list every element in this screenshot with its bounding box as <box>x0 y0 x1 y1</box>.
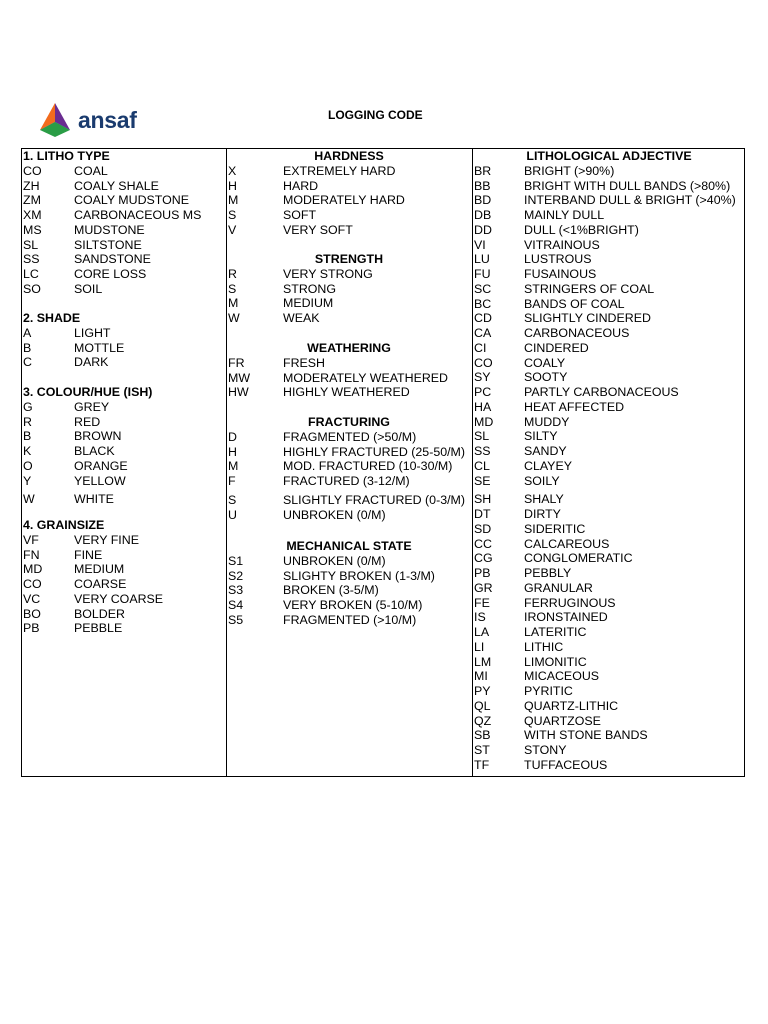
code-description: CARBONACEOUS MS <box>74 208 202 222</box>
code-abbrev: BC <box>474 296 492 311</box>
code-abbrev: ZM <box>23 193 41 208</box>
code-abbrev: R <box>228 266 237 281</box>
code-description: EXTREMELY HARD <box>283 163 396 178</box>
code-abbrev: LM <box>474 654 492 669</box>
code-abbrev: S3 <box>228 583 244 598</box>
code-description: ORANGE <box>74 458 128 473</box>
code-description: BANDS OF COAL <box>524 296 625 311</box>
code-row <box>474 193 744 208</box>
code-row <box>228 356 472 371</box>
code-abbrev: S2 <box>228 568 244 583</box>
code-abbrev: CA <box>474 326 492 340</box>
code-row <box>23 326 223 341</box>
code-description: BRIGHT WITH DULL BANDS (>80%) <box>524 178 731 193</box>
code-row <box>474 282 744 297</box>
code-description: COALY MUDSTONE <box>74 193 189 208</box>
code-description: FRESH <box>283 355 325 370</box>
section-heading: HARDNESS <box>314 149 384 163</box>
code-row <box>474 625 744 640</box>
code-abbrev: HA <box>474 399 492 414</box>
code-row <box>228 569 472 584</box>
section-heading: LITHOLOGICAL ADJECTIVE <box>526 149 692 163</box>
code-description: FERRUGINOUS <box>524 595 616 610</box>
code-abbrev: VF <box>23 532 39 547</box>
code-row <box>23 429 223 444</box>
code-row <box>474 429 744 444</box>
section-heading: MECHANICAL STATE <box>286 539 412 553</box>
code-description: HIGHLY WEATHERED <box>283 385 410 400</box>
code-row <box>228 208 472 223</box>
code-description: CALCAREOUS <box>524 536 610 551</box>
code-row <box>474 179 744 194</box>
code-description: COARSE <box>74 577 127 591</box>
code-abbrev: SH <box>474 492 492 507</box>
code-description: PYRITIC <box>524 684 573 698</box>
code-abbrev: QL <box>474 698 491 713</box>
code-abbrev: ST <box>474 743 490 757</box>
code-description: SANDY <box>524 444 567 458</box>
code-row <box>474 684 744 699</box>
code-abbrev: V <box>228 222 237 237</box>
code-description: FINE <box>74 547 103 562</box>
code-row <box>474 669 744 684</box>
code-abbrev: SS <box>474 444 491 458</box>
code-row <box>474 385 744 400</box>
code-abbrev: BO <box>23 606 41 621</box>
code-description: LIGHT <box>74 325 111 340</box>
code-abbrev: PB <box>23 621 40 636</box>
code-description: LITHIC <box>524 639 564 654</box>
code-description: PEBBLY <box>524 566 572 580</box>
code-row <box>228 179 472 194</box>
code-abbrev: S5 <box>228 612 244 627</box>
code-description: CARBONACEOUS <box>524 326 630 340</box>
code-row <box>228 282 472 297</box>
code-abbrev: CO <box>23 163 42 178</box>
code-abbrev: DB <box>474 208 492 222</box>
code-abbrev: VC <box>23 591 41 606</box>
code-abbrev: CI <box>474 340 487 355</box>
code-row <box>228 311 472 326</box>
code-description: LIMONITIC <box>524 654 587 669</box>
code-row <box>23 267 223 282</box>
code-description: PARTLY CARBONACEOUS <box>524 385 679 399</box>
code-abbrev: H <box>228 444 237 459</box>
code-description: HIGHLY FRACTURED (25-50/M) <box>283 444 465 459</box>
code-abbrev: BB <box>474 178 491 193</box>
code-description: MODERATELY HARD <box>283 193 405 208</box>
code-row <box>23 607 223 622</box>
code-abbrev: GR <box>474 580 493 595</box>
code-abbrev: SD <box>474 521 492 536</box>
code-description: CORE LOSS <box>74 267 147 281</box>
code-abbrev: SO <box>23 281 41 296</box>
code-description: GRANULAR <box>524 580 593 595</box>
code-row <box>228 613 472 628</box>
code-abbrev: PY <box>474 684 491 698</box>
code-row <box>474 326 744 341</box>
code-row <box>23 492 223 507</box>
code-description: COALY SHALE <box>74 178 159 193</box>
code-abbrev: ZH <box>23 178 40 193</box>
code-description: PEBBLE <box>74 621 123 636</box>
code-row <box>474 356 744 371</box>
code-abbrev: W <box>23 492 35 507</box>
code-row <box>23 577 223 592</box>
code-abbrev: CG <box>474 551 493 566</box>
code-abbrev: SB <box>474 728 491 743</box>
code-row <box>474 400 744 415</box>
section-heading: STRENGTH <box>314 252 384 266</box>
code-description: COAL <box>74 163 108 178</box>
code-row <box>23 415 223 430</box>
code-row <box>228 296 472 311</box>
code-description: CONGLOMERATIC <box>524 551 633 566</box>
code-row <box>228 193 472 208</box>
code-abbrev: MD <box>23 562 43 577</box>
logging-code-table <box>21 148 745 777</box>
code-description: SLIGHTLY FRACTURED (0-3/M) <box>283 492 465 507</box>
code-description: SLIGHTY BROKEN (1-3/M) <box>283 568 435 583</box>
code-description: SANDSTONE <box>74 252 151 267</box>
code-description: SOILY <box>524 473 560 488</box>
code-row <box>23 223 223 238</box>
code-abbrev: F <box>228 474 236 488</box>
code-description: SOFT <box>283 208 317 222</box>
code-row <box>474 507 744 522</box>
code-abbrev: SY <box>474 370 491 385</box>
code-row <box>23 562 223 577</box>
code-row <box>228 598 472 613</box>
code-row <box>23 400 223 415</box>
code-row <box>228 385 472 400</box>
code-row <box>474 714 744 729</box>
section-heading: 4. GRAINSIZE <box>23 518 105 532</box>
section-heading: 2. SHADE <box>23 311 81 325</box>
code-description: FUSAINOUS <box>524 267 597 281</box>
code-description: SHALY <box>524 492 564 507</box>
code-description: MOD. FRACTURED (10-30/M) <box>283 459 453 474</box>
code-description: VERY STRONG <box>283 266 373 281</box>
code-row <box>23 164 223 179</box>
code-row <box>474 640 744 655</box>
page-title: LOGGING CODE <box>328 108 423 122</box>
code-description: COALY <box>524 355 566 370</box>
code-row <box>23 444 223 459</box>
code-description: MODERATELY WEATHERED <box>283 370 448 385</box>
code-description: WEAK <box>283 311 320 325</box>
code-description: MOTTLE <box>74 340 125 355</box>
code-description: DARK <box>74 355 109 370</box>
code-abbrev: SS <box>23 252 40 267</box>
code-abbrev: LC <box>23 267 39 281</box>
code-abbrev: BD <box>474 193 492 208</box>
code-abbrev: TF <box>474 757 490 772</box>
code-row <box>23 238 223 253</box>
code-description: IRONSTAINED <box>524 610 608 625</box>
code-row <box>474 267 744 282</box>
code-row <box>474 699 744 714</box>
code-description: FRAGMENTED (>10/M) <box>283 612 417 627</box>
code-description: YELLOW <box>74 473 126 488</box>
code-row <box>474 297 744 312</box>
code-row <box>474 444 744 459</box>
code-row <box>474 537 744 552</box>
code-description: SLIGHTLY CINDERED <box>524 311 651 326</box>
code-row <box>474 758 744 773</box>
code-abbrev: CD <box>474 311 492 326</box>
section-heading: 1. LITHO TYPE <box>23 149 110 163</box>
code-abbrev: D <box>228 429 237 444</box>
code-description: MEDIUM <box>283 296 334 311</box>
code-row <box>228 267 472 282</box>
code-abbrev: FN <box>23 547 40 562</box>
code-abbrev: MW <box>228 370 251 385</box>
code-row <box>474 728 744 743</box>
code-description: BLACK <box>74 444 115 458</box>
code-abbrev: VI <box>474 237 486 252</box>
code-row <box>228 508 472 523</box>
code-abbrev: K <box>23 444 32 458</box>
code-row <box>228 474 472 489</box>
code-description: MICACEOUS <box>524 669 600 684</box>
code-abbrev: CC <box>474 536 492 551</box>
code-description: STONY <box>524 743 567 757</box>
code-description: TUFFACEOUS <box>524 757 608 772</box>
code-abbrev: PC <box>474 385 492 399</box>
code-row <box>474 655 744 670</box>
code-abbrev: FR <box>228 355 245 370</box>
code-row <box>474 596 744 611</box>
code-abbrev: M <box>228 459 239 474</box>
code-row <box>474 743 744 758</box>
code-row <box>23 533 223 548</box>
code-abbrev: CL <box>474 458 490 473</box>
code-description: QUARTZ-LITHIC <box>524 698 619 713</box>
code-description: DULL (<1%BRIGHT) <box>524 222 639 237</box>
code-description: BOLDER <box>74 606 125 621</box>
code-abbrev: MS <box>23 222 42 237</box>
code-abbrev: G <box>23 399 33 414</box>
code-abbrev: PB <box>474 566 491 580</box>
code-description: HARD <box>283 178 319 193</box>
code-description: BROKEN (3-5/M) <box>283 583 379 598</box>
code-abbrev: SL <box>23 237 39 252</box>
code-abbrev: A <box>23 325 32 340</box>
code-abbrev: M <box>228 296 239 311</box>
column-divider <box>226 149 227 776</box>
code-abbrev: SL <box>474 429 490 444</box>
code-row <box>23 208 223 223</box>
code-description: STRINGERS OF COAL <box>524 281 655 296</box>
code-row <box>474 551 744 566</box>
code-row <box>23 282 223 297</box>
code-abbrev: O <box>23 458 33 473</box>
code-abbrev: DD <box>474 222 492 237</box>
code-row <box>228 583 472 598</box>
code-description: LATERITIC <box>524 625 587 639</box>
code-row <box>474 459 744 474</box>
code-description: SILTY <box>524 429 558 444</box>
code-description: BRIGHT (>90%) <box>524 163 615 178</box>
code-description: SOIL <box>74 281 103 296</box>
code-row <box>23 474 223 489</box>
code-description: INTERBAND DULL & BRIGHT (>40%) <box>524 193 736 208</box>
code-description: VERY FINE <box>74 532 139 547</box>
code-description: WHITE <box>74 492 114 507</box>
code-abbrev: H <box>228 178 237 193</box>
code-row <box>228 493 472 508</box>
code-row <box>474 370 744 385</box>
code-row <box>228 430 472 445</box>
code-row <box>474 492 744 507</box>
code-description: SIDERITIC <box>524 521 586 536</box>
code-row <box>23 592 223 607</box>
code-abbrev: FU <box>474 267 491 281</box>
code-abbrev: R <box>23 414 32 429</box>
code-abbrev: IS <box>474 610 486 625</box>
code-row <box>23 193 223 208</box>
code-description: STRONG <box>283 281 337 296</box>
code-abbrev: FE <box>474 595 490 610</box>
code-row <box>23 355 223 370</box>
code-abbrev: CO <box>474 355 493 370</box>
code-abbrev: X <box>228 163 237 178</box>
code-description: HEAT AFFECTED <box>524 399 625 414</box>
code-row <box>228 554 472 569</box>
ansaf-logo-icon <box>36 102 74 138</box>
code-description: QUARTZOSE <box>524 713 601 728</box>
code-row <box>474 415 744 430</box>
code-description: MUDSTONE <box>74 222 145 237</box>
code-abbrev: HW <box>228 385 249 400</box>
code-abbrev: S <box>228 492 237 507</box>
code-row <box>228 459 472 474</box>
code-row <box>23 459 223 474</box>
code-row <box>474 208 744 223</box>
code-abbrev: QZ <box>474 713 492 728</box>
company-logo <box>36 102 137 138</box>
code-abbrev: B <box>23 429 32 444</box>
code-description: BROWN <box>74 429 122 444</box>
code-description: SILTSTONE <box>74 237 142 252</box>
code-abbrev: S1 <box>228 553 244 568</box>
code-description: LUSTROUS <box>524 252 592 267</box>
section-heading: WEATHERING <box>307 341 391 355</box>
code-row <box>474 238 744 253</box>
code-abbrev: BR <box>474 163 492 178</box>
code-row <box>228 445 472 460</box>
code-abbrev: S4 <box>228 598 244 612</box>
code-description: CLAYEY <box>524 458 572 473</box>
code-row <box>474 341 744 356</box>
code-abbrev: LI <box>474 639 485 654</box>
column-divider <box>472 149 473 776</box>
code-row <box>474 223 744 238</box>
code-row <box>23 252 223 267</box>
section-heading: 3. COLOUR/HUE (ISH) <box>23 385 153 399</box>
code-abbrev: LA <box>474 625 490 639</box>
code-abbrev: CO <box>23 577 42 591</box>
code-description: MEDIUM <box>74 562 125 577</box>
code-abbrev: SE <box>474 473 491 488</box>
code-description: VITRAINOUS <box>524 237 600 252</box>
code-abbrev: XM <box>23 208 42 222</box>
code-abbrev: LU <box>474 252 490 267</box>
code-abbrev: S <box>228 208 237 222</box>
code-description: CINDERED <box>524 340 589 355</box>
code-row <box>474 252 744 267</box>
code-description: GREY <box>74 399 110 414</box>
code-abbrev: Y <box>23 473 32 488</box>
code-abbrev: M <box>228 193 239 208</box>
code-row <box>474 581 744 596</box>
code-description: FRAGMENTED (>50/M) <box>283 429 417 444</box>
code-abbrev: MI <box>474 669 488 684</box>
code-description: UNBROKEN (0/M) <box>283 553 386 568</box>
code-abbrev: U <box>228 507 237 522</box>
code-description: UNBROKEN (0/M) <box>283 507 386 522</box>
code-row <box>23 341 223 356</box>
code-description: MAINLY DULL <box>524 208 605 222</box>
code-description: DIRTY <box>524 507 561 521</box>
code-row <box>23 179 223 194</box>
code-row <box>23 621 223 636</box>
code-abbrev: SC <box>474 281 492 296</box>
code-abbrev: C <box>23 355 32 370</box>
code-description: VERY SOFT <box>283 222 353 237</box>
code-row <box>474 610 744 625</box>
code-row <box>474 164 744 179</box>
code-abbrev: DT <box>474 507 491 521</box>
code-row <box>474 566 744 581</box>
code-row <box>23 548 223 563</box>
code-description: MUDDY <box>524 414 570 429</box>
code-row <box>474 311 744 326</box>
code-abbrev: MD <box>474 414 494 429</box>
code-description: SOOTY <box>524 370 568 385</box>
code-row <box>228 371 472 386</box>
code-description: VERY COARSE <box>74 591 164 606</box>
code-row <box>474 522 744 537</box>
code-row <box>228 164 472 179</box>
code-row <box>228 223 472 238</box>
code-row <box>474 474 744 489</box>
code-description: RED <box>74 414 101 429</box>
code-abbrev: S <box>228 281 237 296</box>
code-description: VERY BROKEN (5-10/M) <box>283 598 423 612</box>
code-description: FRACTURED (3-12/M) <box>283 474 410 488</box>
code-abbrev: W <box>228 311 240 325</box>
section-heading: FRACTURING <box>308 415 390 429</box>
code-description: WITH STONE BANDS <box>524 728 648 743</box>
brand-name: ansaf <box>78 106 137 133</box>
code-abbrev: B <box>23 340 32 355</box>
